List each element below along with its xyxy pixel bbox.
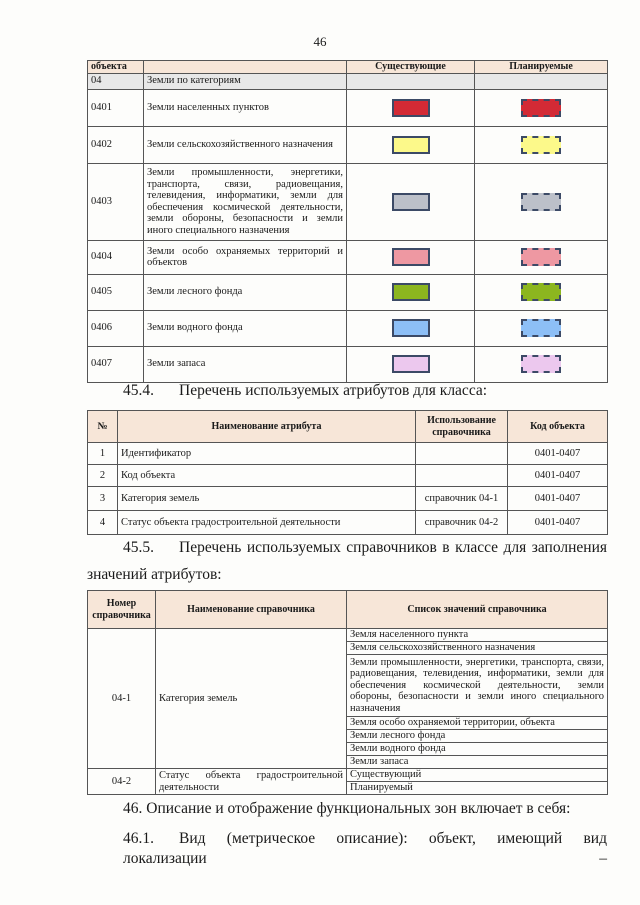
ref-value: Земли водного фонда [347,743,608,756]
existing-swatch [392,319,430,337]
attr-number: 2 [88,465,118,487]
attr-ref [416,443,508,465]
table-row [88,465,608,487]
land-categories-table [87,60,608,383]
attr-number: 1 [88,443,118,465]
category-name: Земли по категориям [144,73,347,89]
existing-swatch [392,136,430,154]
col-header-name [144,61,347,74]
ref-value: Земля населенного пункта [347,629,608,642]
table-row [88,443,608,465]
attr-ref [416,465,508,487]
col-header-attr-name: Наименование атрибута [118,411,416,443]
section-text: Вид (метрическое описание): объект, имеющий вид локализации – [123,830,607,867]
section-46 [123,799,570,819]
table-row [88,274,608,310]
table-row [88,240,608,274]
attr-name: Статус объекта градостроительной деятельности [118,511,416,535]
attr-code: 0401-0407 [508,487,608,511]
row-name: Земли промышленности, энергетики, транспорта, связи, радиовещания, телевидения, информатики, земли для обеспечения космической деятельности, земли обороны, безопасности и земли иного специального назначения [144,163,347,240]
col-header-ref-name: Наименование справочника [156,591,347,629]
section-text-line2: значений атрибутов: [87,566,222,583]
existing-swatch [392,355,430,373]
row-name: Земли запаса [144,346,347,382]
existing-swatch [392,193,430,211]
ref-value: Земли лесного фонда [347,730,608,743]
row-name: Земли лесного фонда [144,274,347,310]
planned-swatch [521,319,561,337]
table-row [88,163,608,240]
existing-swatch [392,99,430,117]
ref-value: Земли запаса [347,756,608,769]
section-text-line1: Перечень используемых справочников в классе для заполнения [179,539,607,556]
ref-value: Земля сельскохозяйственного назначения [347,642,608,655]
ref-value: Существующий [347,769,608,782]
table-row [88,310,608,346]
ref-number: 04-1 [88,629,156,769]
planned-swatch [521,136,561,154]
col-header-code: объекта [88,61,144,74]
category-row [88,73,608,89]
attr-name: Категория земель [118,487,416,511]
attr-number: 3 [88,487,118,511]
attr-number: 4 [88,511,118,535]
table-row [88,126,608,163]
table-row [88,629,608,642]
table-row [88,511,608,535]
attr-ref: справочник 04-1 [416,487,508,511]
section-number: 46.1. [123,830,154,847]
references-table [87,590,608,795]
row-code: 0406 [88,310,144,346]
attr-name: Идентификатор [118,443,416,465]
attr-code: 0401-0407 [508,511,608,535]
attr-name: Код объекта [118,465,416,487]
ref-name: Статус объекта градостроительной деятельности [156,769,347,795]
row-code: 0401 [88,89,144,126]
section-45-4 [123,381,487,401]
planned-swatch [521,355,561,373]
planned-swatch [521,283,561,301]
row-code: 0403 [88,163,144,240]
col-header-ref-values: Список значений справочника [347,591,608,629]
planned-swatch [521,99,561,117]
section-45-5 [87,538,607,585]
existing-swatch [392,248,430,266]
attr-code: 0401-0407 [508,443,608,465]
row-name: Земли населенных пунктов [144,89,347,126]
col-header-obj-code: Код объекта [508,411,608,443]
category-code: 04 [88,73,144,89]
col-header-existing: Существующие [347,61,475,74]
attr-ref: справочник 04-2 [416,511,508,535]
ref-value: Земли промышленности, энергетики, транспорта, связи, радиовещания, телевидения, информатики, земли для обеспечения космической деятельности, земли обороны, безопасности и земли иного специального назначения [347,655,608,717]
ref-value: Планируемый [347,782,608,795]
row-name: Земли особо охраняемых территорий и объектов [144,240,347,274]
section-text: Перечень используемых атрибутов для класса: [179,382,488,399]
row-code: 0405 [88,274,144,310]
existing-swatch [392,283,430,301]
table-row [88,89,608,126]
attr-code: 0401-0407 [508,465,608,487]
ref-number: 04-2 [88,769,156,795]
table-row [88,346,608,382]
col-header-planned: Планируемые [475,61,608,74]
section-number: 45.5. [123,539,154,556]
col-header-number: № [88,411,118,443]
row-code: 0404 [88,240,144,274]
col-header-ref-number: Номер справочника [88,591,156,629]
attributes-table [87,410,608,535]
row-code: 0402 [88,126,144,163]
page-number: 46 [313,34,327,49]
row-code: 0407 [88,346,144,382]
row-name: Земли сельскохозяйственного назначения [144,126,347,163]
section-46-1 [123,829,607,869]
ref-value: Земля особо охраняемой территории, объекта [347,717,608,730]
row-name: Земли водного фонда [144,310,347,346]
table-row [88,487,608,511]
planned-swatch [521,193,561,211]
col-header-ref-usage: Использование справочника [416,411,508,443]
planned-swatch [521,248,561,266]
section-number: 45.4. [123,382,154,399]
table-row [88,769,608,782]
section-text: 46. Описание и отображение функциональных зон включает в себя: [123,800,571,817]
ref-name: Категория земель [156,629,347,769]
